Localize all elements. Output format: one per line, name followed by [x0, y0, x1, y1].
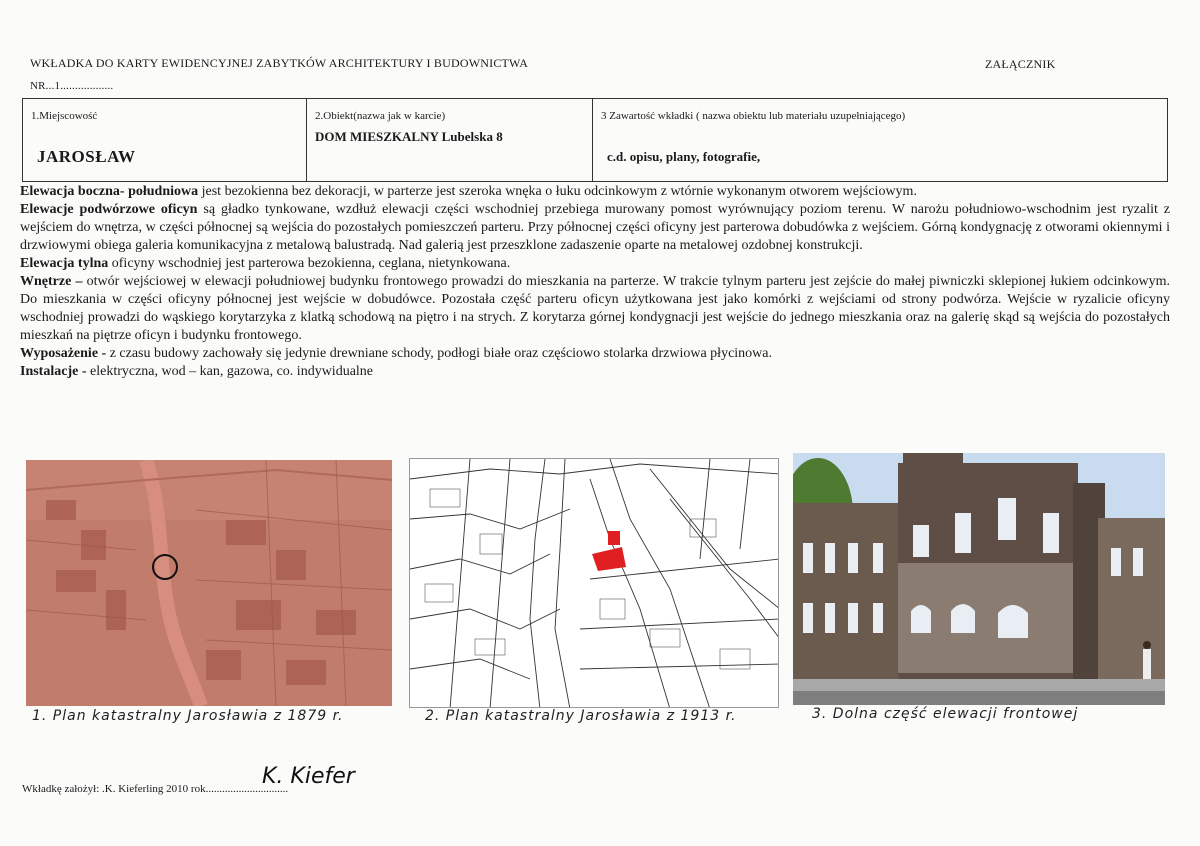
contents-value: c.d. opisu, plany, fotografie, [607, 149, 761, 164]
map-1879-graphic [26, 460, 392, 706]
photo3-caption: 3. Dolna część elewacji frontowej [812, 706, 1079, 722]
photo2-caption: 2. Plan katastralny Jarosławia z 1913 r. [425, 708, 737, 724]
paragraph-heading: Elewacja boczna- południowa [20, 184, 199, 199]
paragraph-text: elektryczna, wod – kan, gazowa, co. indywidualne [86, 364, 374, 379]
paragraph-installations [20, 363, 1170, 381]
facade-graphic [793, 453, 1165, 705]
paragraph-courtyard-elevations [20, 201, 1170, 255]
photo1-caption: 1. Plan katastralny Jarosławia z 1879 r. [32, 708, 344, 724]
paragraph-rear-elevation [20, 255, 1170, 273]
paragraph-text: z czasu budowy zachowały się jedynie drewniane schody, podłogi białe oraz częściowo stolarka drzwiowa płycinowa. [106, 346, 773, 361]
handwritten-signature: K. Kiefer [262, 764, 355, 789]
object-cell [307, 99, 593, 181]
paragraph-heading: Elewacja tylna [20, 256, 109, 271]
description-body [20, 183, 1170, 381]
paragraph-text: jest bezokienna bez dekoracji, w parterze jest szeroka wnęka o łuku odcinkowym z wtórnie wykonanym otworem wejściowym. [198, 184, 917, 199]
cadastral-map-1879-image [26, 460, 392, 706]
paragraph-text: są gładko tynkowane, wzdłuż elewacji części wschodniej przebiega murowany pomost wyrównujący poziom terenu. W narożu południowo-wschodnim jest ryzalit z wejściem do wnętrza, w części północnej są wejścia do pozostałych pomieszczeń parteru. Przy północnej części oficyny jest parterowa dobudówka z wejściem. Górną kondygnację z otworami okiennymi i drzwiowymi obiega galeria komunikacyjna z metalową balustradą. Nad galerią jest przeszklone zadaszenie oparte na metalowej ozdobnej konstrukcji. [20, 202, 1170, 253]
front-facade-photo [793, 453, 1165, 705]
info-table [22, 98, 1168, 182]
cadastral-map-1913-image [409, 458, 779, 708]
locality-label: 1.Miejscowość [31, 110, 98, 122]
paragraph-heading: Instalacje - [20, 364, 87, 379]
contents-cell [593, 99, 1167, 181]
paragraph-heading: Wyposażenie - [20, 346, 107, 361]
locality-value: JAROSŁAW [37, 147, 136, 166]
object-label: 2.Obiekt(nazwa jak w karcie) [315, 110, 446, 122]
attachment-label: ZAŁĄCZNIK [985, 57, 1056, 71]
map-1913-graphic [410, 459, 779, 708]
paragraph-heading: Wnętrze – [20, 274, 83, 289]
paragraph-heading: Elewacje podwórzowe oficyn [20, 202, 198, 217]
author-line: Wkładkę założył: .K. Kieferling 2010 rok.............................. [22, 783, 289, 795]
paragraph-text: otwór wejściowej w elewacji południowej budynku frontowego prowadzi do mieszkania na parterze. W trakcie tylnym parteru jest zejście do małej piwniczki sklepionej łukiem odcinkowym. Do mieszkania w części oficyny północnej jest wejście w dobudówce. Pozostała część parteru oficyn użytkowana jest jako komórki z wejściami od strony podwórza. Wejście w ryzalicie oficyny wschodniej prowadzi do wąskiego korytarzyka z klatką schodową na piętro i na strych. Z korytarza górnej kondygnacji jest wejście do jednego mieszkania oraz na galerię skąd są wejścia do pozostałych mieszkań na piętrze oficyn i budynku frontowego. [20, 274, 1170, 343]
paragraph-south-elevation [20, 183, 1170, 201]
document-number: NR...1.................. [30, 80, 114, 92]
document-title: WKŁADKA DO KARTY EWIDENCYJNEJ ZABYTKÓW ARCHITEKTURY I BUDOWNICTWA [30, 56, 529, 70]
locality-cell [23, 99, 307, 181]
contents-label: 3 Zawartość wkładki ( nazwa obiektu lub materiału uzupełniającego) [601, 110, 906, 122]
paragraph-interior [20, 273, 1170, 345]
paragraph-text: oficyny wschodniej jest parterowa bezokienna, ceglana, nietynkowana. [108, 256, 511, 271]
object-value: DOM MIESZKALNY Lubelska 8 [315, 129, 503, 144]
paragraph-furnishings [20, 345, 1170, 363]
